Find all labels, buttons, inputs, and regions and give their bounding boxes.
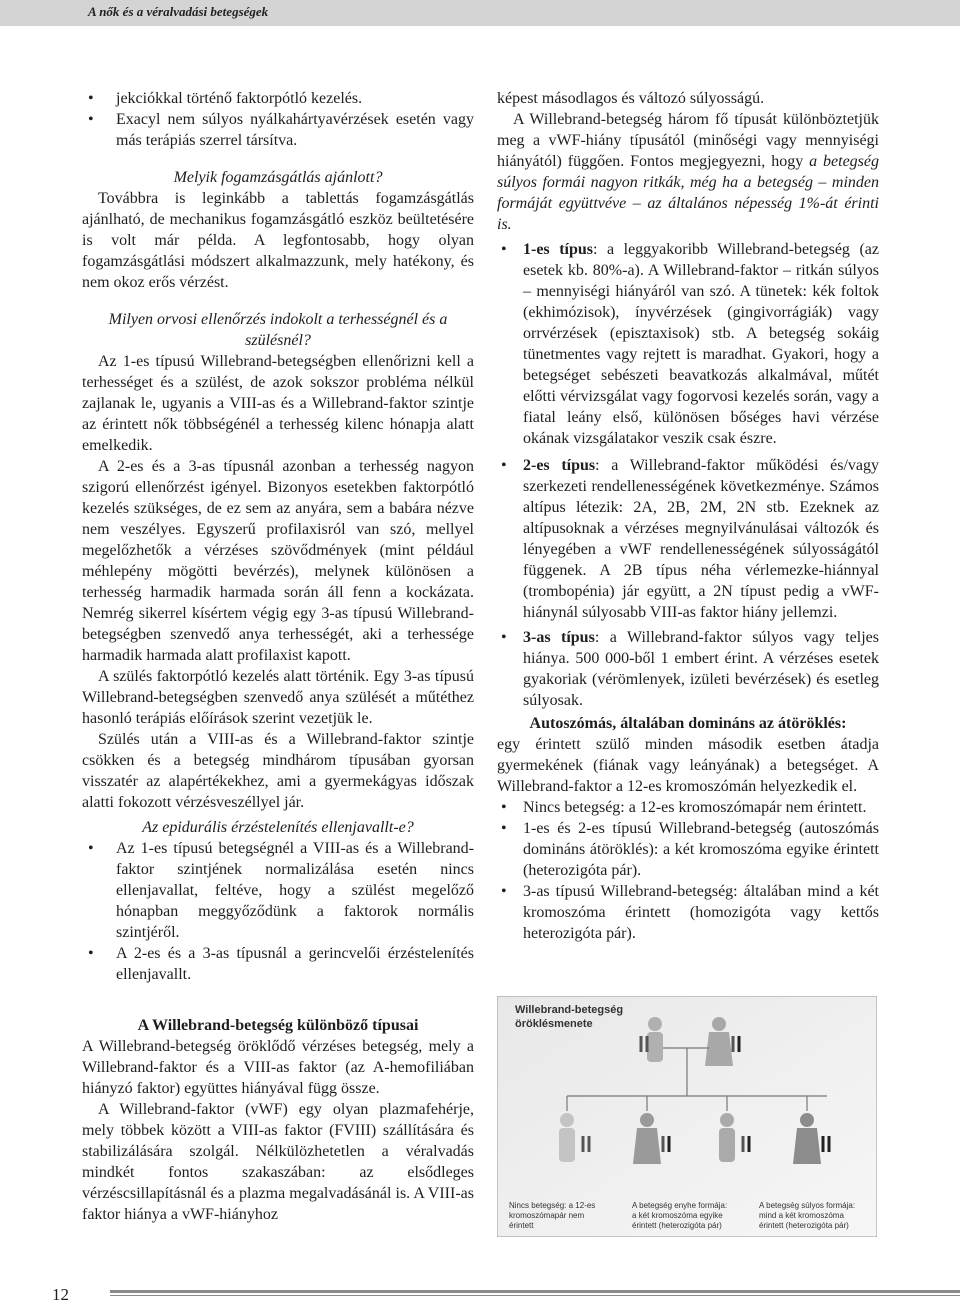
type-item-1 bbox=[497, 239, 879, 449]
type-item-3 bbox=[497, 627, 879, 711]
bullet-item: • Exacyl nem súlyos nyálkahártyavérzések esetén vagy más terápiás szerrel társítva. bbox=[82, 109, 474, 151]
bullet-item: • 1-es és 2-es típusú Willebrand-betegség (autoszómás domináns átöröklés): a két kromoszóma egyike érintett (heterozigóta pár). bbox=[497, 818, 879, 881]
type-text: : a Willebrand-faktor súlyos vagy teljes hiánya. 500 000-ből 1 embert érint. A vérzéses esetek gyakoriak (vérömlenyek, izületi bevérzések) és esetleg súlyosak. bbox=[523, 629, 879, 709]
legend-text: kromoszómapár nem bbox=[509, 1211, 585, 1220]
inheritance-list bbox=[497, 797, 879, 944]
paragraph-part: A Willebrand-betegség három fő típusát különböztetjük meg a vWF-hiány típusától (minőségi vagy mennyiségi hiányától) függően. Fontos megjegyezni, hogy bbox=[497, 111, 879, 170]
bullet-continuation: jekciókkal történő faktorpótló kezelés. bbox=[116, 90, 363, 107]
bullet-list-top bbox=[82, 88, 474, 151]
bullet-list-epidural bbox=[82, 838, 474, 985]
paragraph: Szülés után a VIII-as és a Willebrand-faktor szintje csökken és a betegség mindhárom típusában gyorsan visszatér az alapértékekhez, ami a gyermekágyas időszak alatti fokozott vérzésveszéllyel jár. bbox=[82, 731, 474, 811]
paragraph: egy érintett szülő minden második esetben átadja gyermekének (fiának vagy leányának) a betegséget. A Willebrand-faktor a 12-es kromoszómán helyezkedik el. bbox=[497, 736, 879, 795]
bullet-item: • A 2-es és a 3-as típusnál a gerincvelői érzéstelenítés ellenjavallt. bbox=[82, 943, 474, 985]
legend-text: érintett (heterozigóta pár) bbox=[759, 1221, 849, 1230]
paragraph: A szülés faktorpótló kezelés alatt történik. Egy 3-as típusú Willebrand-betegségben szenvedő anya szülését a műtéthez hasonló terápiás előírások szerint vezetjük le. bbox=[82, 668, 474, 727]
question-heading: Milyen orvosi ellenőrzés indokolt a terhességnél és a szülésnél? bbox=[108, 311, 448, 349]
footer-rule bbox=[110, 1290, 960, 1293]
type-text: : a leggyakoribb Willebrand-betegség (az esetek kb. 80%-a). A Willebrand-faktor – ritkán súlyos – mennyiségi hiányáról van szó. A tünetek: kék foltok (ekhimózisok), ínyvérzések (gingivorrágiák) vagy orrvérzések (episztaxisok) stb. A betegség sokáig tünetmentes vagy rejtett is maradhat. Gyakori, hogy a betegséget sebészeti beavatkozás alkalmával, műtét előtti vérvizsgálat vagy fogorvosi kezelés során, vagy a fiatal leány első, különösen bőséges havi vérzése okának vizsgálatakor veszik csak észre. bbox=[523, 241, 880, 447]
right-column bbox=[497, 88, 879, 944]
parent-male-figure bbox=[647, 1017, 663, 1062]
bullet-item: • 3-as típusú Willebrand-betegség: általában mind a két kromoszóma érintett (homozigóta vagy kettős heterozigóta pár). bbox=[497, 881, 879, 944]
type-label: 2-es típus bbox=[523, 457, 596, 474]
type-item-2 bbox=[497, 455, 879, 623]
question-heading: Melyik fogamzásgátlás ajánlott? bbox=[173, 169, 383, 186]
legend-text: Nincs betegség: a 12-es bbox=[509, 1201, 596, 1210]
bullet-item bbox=[82, 88, 474, 109]
legend-text: érintett (heterozigóta pár) bbox=[632, 1221, 722, 1230]
figure-title: Willebrand-betegség bbox=[515, 1004, 624, 1016]
child-figure bbox=[559, 1113, 575, 1162]
page-number: 12 bbox=[52, 1285, 69, 1304]
type-list bbox=[497, 239, 879, 711]
legend-text: A betegség enyhe formája: bbox=[632, 1201, 728, 1210]
paragraph bbox=[497, 109, 879, 235]
bullet-item: • Nincs betegség: a 12-es kromoszómapár nem érintett. bbox=[497, 797, 879, 818]
running-header-title: A nők és a véralvadási betegségek bbox=[88, 4, 269, 19]
figure-title: öröklésmenete bbox=[515, 1018, 593, 1030]
section-heading: Autoszómás, általában domináns az átöröklés: bbox=[529, 715, 847, 732]
left-column bbox=[82, 88, 474, 1225]
inheritance-figure bbox=[497, 996, 877, 1237]
running-header bbox=[0, 0, 960, 26]
section-heading: A Willebrand-betegség különböző típusai bbox=[137, 1017, 419, 1034]
paragraph: Az 1-es típusú Willebrand-betegségben ellenőrizni kell a terhességet és a szülést, de azok sokszor probléma nélkül zajlanak le, ugyanis a VIII-as és a Willebrand-faktor szintje az érintett nők többségénél a terhesség kilenc hónapja alatt emelkedik. bbox=[82, 353, 474, 454]
legend-text: érintett bbox=[509, 1221, 534, 1230]
child-figure bbox=[719, 1113, 735, 1162]
inheritance-diagram bbox=[497, 996, 877, 1237]
paragraph: Továbbra is leginkább a tablettás fogamzásgátlás ajánlható, de mechanikus fogamzásgátló eszköz beültetésére is volt már példa. A legfontosabb, hogy olyan fogamzásgátlási módszert alkalmazzunk, mely hatékony, és nem okoz erős vérzést. bbox=[82, 190, 474, 291]
type-label: 3-as típus bbox=[523, 629, 595, 646]
legend-text: A betegség súlyos formája: bbox=[759, 1201, 856, 1210]
paragraph: A Willebrand-betegség öröklődő vérzéses betegség, mely a Willebrand-faktor és a VIII-as faktor (az A-hemofiliában hiányzó faktor) együttes hiányával függ össze. bbox=[82, 1038, 474, 1097]
bullet-item: • Az 1-es típusú betegségnél a VIII-as és a Willebrand-faktor szintjének normalizálása esetén nincs ellenjavallat, feltéve, hogy a szülést megelőző hónapban meggyőződünk a faktorok normális szintjéről. bbox=[82, 838, 474, 943]
paragraph: A Willebrand-faktor (vWF) egy olyan plazmafehérje, mely többek között a VIII-as faktor (FVIII) szállítására és stabilizálására szolgál. Nélkülözhetetlen a véralvadás mindkét fontos szakaszában: az elsődleges vérzéscsillapításnál és a plazma megalvadásánál is. A VIII-as faktor hiánya a vWF-hiányhoz bbox=[82, 1101, 474, 1223]
footer-rule bbox=[110, 1295, 960, 1296]
paragraph: A 2-es és a 3-as típusnál azonban a terhesség nagyon szigorú ellenőrzést igényel. Bizonyos esetekben faktorpótló kezelés szükséges, de ez sem az anyára, sem a babára nézve nem veszélyes. Egyszerű profilaxisról van szó, mellyel megelőzhetők a vérzéses szövődmények (mint például méhlepény mögötti bevérzés), melynek különösen a terhesség harmadik harmada során áll fenn a kockázata. Nemrég sikerrel kísértem végig egy 3-as típusú Willebrand-betegségben szenvedő anya terhességét, aki a terhessége harmadik harmada alatt profilaxist kapott. bbox=[82, 458, 474, 664]
question-heading: Az epidurális érzéstelenítés ellenjavallt-e? bbox=[142, 819, 414, 836]
legend-text: a két kromoszóma egyike bbox=[632, 1211, 723, 1220]
legend-text: mind a két kromoszóma bbox=[759, 1211, 844, 1220]
emphasis-text: a betegség súlyos formái nagyon ritkák, még ha a betegség – minden formáját együttvéve – az általános népesség 1%-át érinti is. bbox=[497, 153, 880, 233]
type-text: : a Willebrand-faktor működési és/vagy szerkezeti rendellenességének következménye. Számos altípus létezik: 2A, 2B, 2M, 2N stb. Ezeknek az altípusoknak a vérzéses megnyilvánulásai változók és lényegében a vWF rendellenességének súlyosságától függenek. A 2B típus néha vérlemezke-hiánnyal (trombopénia) jár együtt, a 2N típust pedig a vWF-hiánynál súlyosabb VIII-as faktor hiány jellemzi. bbox=[523, 457, 879, 621]
paragraph: képest másodlagos és változó súlyosságú. bbox=[497, 90, 765, 107]
type-label: 1-es típus bbox=[523, 241, 593, 258]
